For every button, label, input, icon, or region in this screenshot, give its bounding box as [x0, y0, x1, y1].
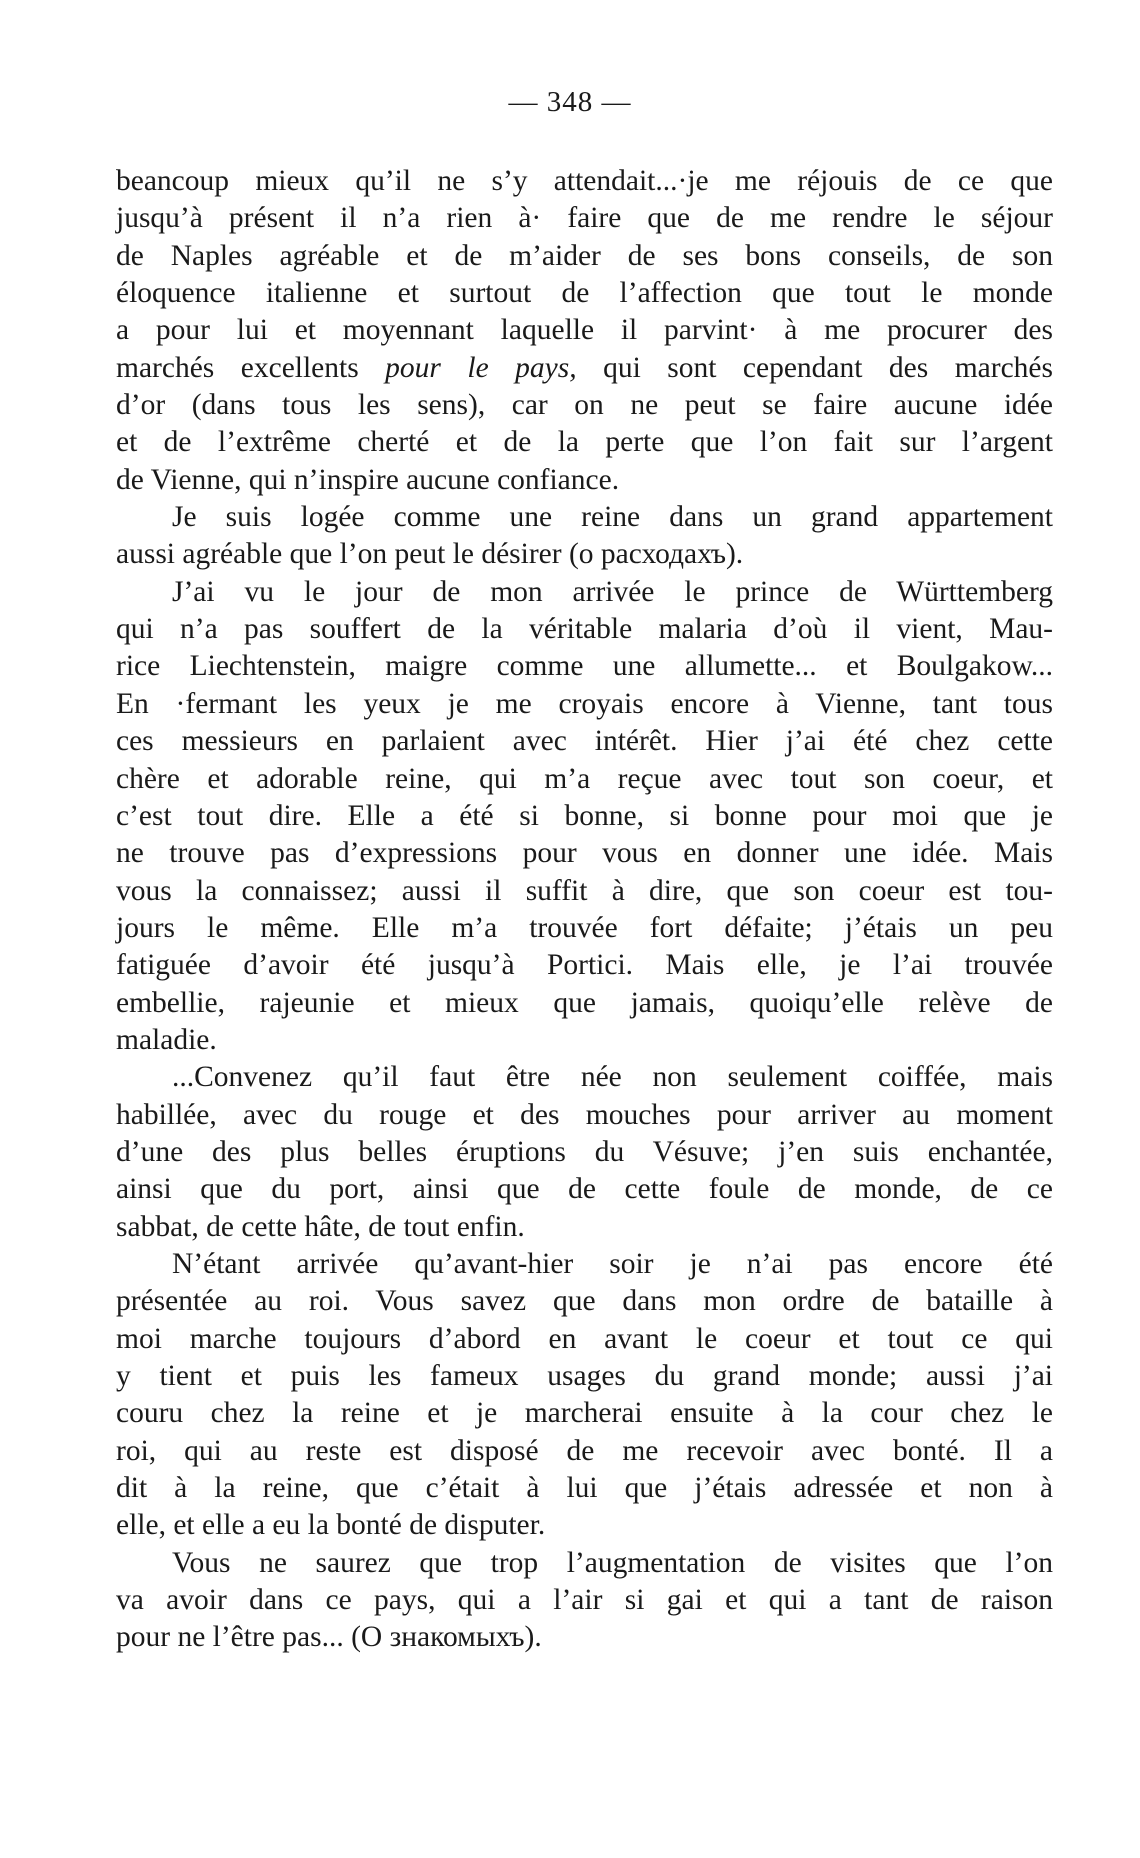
- text-line: ces messieurs en parlaient avec intérêt. Hier j’ai été chez cette: [116, 725, 1053, 758]
- text-line: N’étant arrivée qu’avant-hier soir je n’ai pas encore été: [172, 1247, 1053, 1280]
- text-line: ainsi que du port, ainsi que de cette foule de monde, de ce: [116, 1173, 1053, 1206]
- text-line: beancoup mieux qu’il ne s’y attendait...·je me réjouis de ce que: [116, 165, 1053, 197]
- text-line: Vous ne saurez que trop l’augmentation de visites que l’on: [172, 1546, 1053, 1579]
- italic-phrase: pour le pays,: [385, 351, 577, 384]
- text-line: sabbat, de cette hâte, de tout enfin.: [116, 1210, 525, 1243]
- text-line: rice Liechtenstein, maigre comme une allumette... et Boulgakow...: [116, 650, 1053, 683]
- text-line: elle, et elle a eu la bonté de disputer.: [116, 1509, 546, 1542]
- text-line: c’est tout dire. Elle a été si bonne, si bonne pour moi que je: [116, 799, 1053, 832]
- text-line: présentée au roi. Vous savez que dans mon ordre de bataille à: [116, 1285, 1053, 1318]
- page-number: — 348 —: [508, 86, 632, 118]
- text-line: vous la connaissez; aussi il suffit à dire, que son coeur est tou-: [116, 874, 1053, 907]
- text-line: de Naples agréable et de m’aider de ses bons conseils, de son: [116, 239, 1053, 272]
- text-line: Je suis logée comme une reine dans un grand appartement: [172, 501, 1053, 534]
- paragraph: [116, 574, 1053, 1059]
- text-line: jusqu’à présent il n’a rien à· faire que de me rendre le séjour: [116, 202, 1053, 235]
- paragraph: [116, 1246, 1053, 1545]
- text-line: pour ne l’être pas... (О знакомыхъ).: [116, 1621, 542, 1654]
- body-text: [116, 163, 1053, 1657]
- text-line: moi marche toujours d’abord en avant le coeur et tout ce qui: [116, 1322, 1053, 1355]
- text-line: couru chez la reine et je marcherai ensuite à la cour chez le: [116, 1397, 1053, 1430]
- paragraph: [116, 163, 1053, 499]
- paragraph: [116, 1545, 1053, 1657]
- text-line: et de l’extrême cherté et de la perte que l’on fait sur l’argent: [116, 426, 1053, 459]
- text-line: aussi agréable que l’on peut le désirer (о расходахъ).: [116, 538, 744, 571]
- text-line: ne trouve pas d’expressions pour vous en donner une idée. Mais: [116, 837, 1053, 870]
- text-line: dit à la reine, que c’était à lui que j’étais adressée et non à: [116, 1472, 1053, 1505]
- text-line: fatiguée d’avoir été jusqu’à Portici. Mais elle, je l’ai trouvée: [116, 949, 1053, 982]
- text-line: va avoir dans ce pays, qui a l’air si gai et qui a tant de raison: [116, 1584, 1053, 1617]
- text-line: habillée, avec du rouge et des mouches pour arriver au moment: [116, 1098, 1053, 1131]
- text-line: d’une des plus belles éruptions du Vésuve; j’en suis enchantée,: [116, 1135, 1053, 1168]
- text-line: y tient et puis les fameux usages du grand monde; aussi j’ai: [116, 1360, 1053, 1392]
- text-line: a pour lui et moyennant laquelle il parvint· à me procurer des: [116, 314, 1053, 347]
- text-line: d’or (dans tous les sens), car on ne peut se faire aucune idée: [116, 389, 1053, 422]
- text-line: chère et adorable reine, qui m’a reçue avec tout son coeur, et: [116, 762, 1053, 795]
- text-line: J’ai vu le jour de mon arrivée le prince de Württemberg: [172, 575, 1053, 608]
- text-line: maladie.: [116, 1023, 217, 1056]
- text-line: qui n’a pas souffert de la véritable malaria d’où il vient, Mau-: [116, 613, 1053, 646]
- text-line: jours le même. Elle m’a trouvée fort défaite; j’étais un peu: [116, 911, 1053, 944]
- text-line: roi, qui au reste est disposé de me recevoir avec bonté. Il a: [116, 1434, 1053, 1467]
- text-line: embellie, rajeunie et mieux que jamais, quoiqu’elle relève de: [116, 986, 1053, 1019]
- text-line: marchés excellents pour le pays, qui sont cependant des marchés: [116, 351, 1054, 384]
- paragraph: [116, 1059, 1053, 1246]
- paragraph: [116, 499, 1053, 574]
- text-line: ...Convenez qu’il faut être née non seulement coiffée, mais: [172, 1061, 1053, 1094]
- text-line: de Vienne, qui n’inspire aucune confiance.: [116, 463, 620, 496]
- text-line: éloquence italienne et surtout de l’affection que tout le monde: [116, 277, 1053, 310]
- text-line: En ·fermant les yeux je me croyais encore à Vienne, tant tous: [116, 687, 1053, 720]
